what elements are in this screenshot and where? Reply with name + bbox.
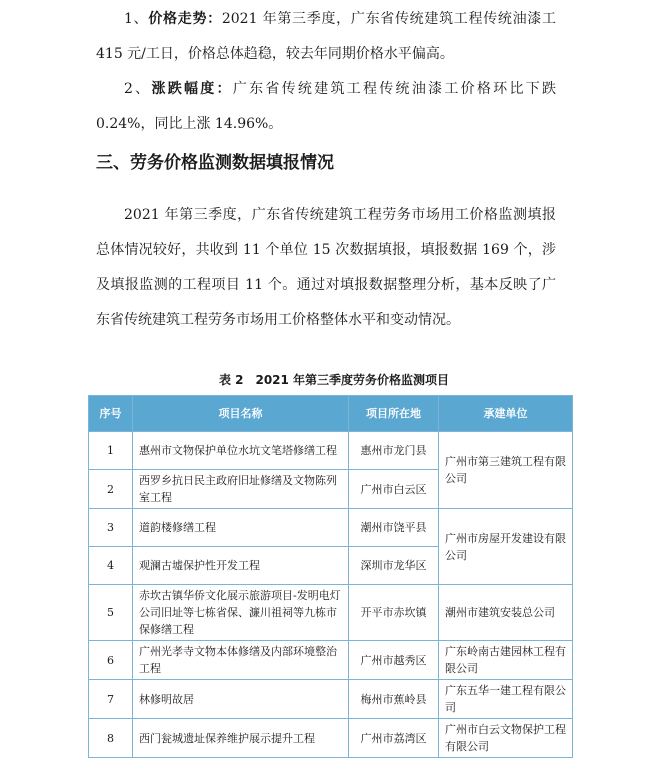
row-location: 广州市越秀区 [349, 641, 439, 680]
row-location: 惠州市龙门县 [349, 432, 439, 470]
row-seq: 6 [89, 641, 133, 680]
row-seq: 5 [89, 585, 133, 641]
row-seq: 7 [89, 680, 133, 719]
row-location: 深圳市龙华区 [349, 547, 439, 585]
row-project-name: 赤坎古镇华侨文化展示旅游项目-发明电灯公司旧址等七栋省保、濂川祖祠等九栋市保修缮工程 [133, 585, 349, 641]
row-location: 梅州市蕉岭县 [349, 680, 439, 719]
header-seq: 序号 [89, 396, 133, 432]
price-trend-text: 2021 年第三季度，广东省传统建筑工程传统油漆工 415 元/工日，价格总体趋稳，较去年同期价格水平偏高。 [96, 11, 557, 62]
row-seq: 2 [89, 470, 133, 509]
row-location: 广州市白云区 [349, 470, 439, 509]
fluctuation-lead: 2、 [124, 81, 152, 97]
row-seq: 3 [89, 509, 133, 547]
row-project-name: 惠州市文物保护单位水坑文笔塔修缮工程 [133, 432, 349, 470]
row-seq: 4 [89, 547, 133, 585]
header-name: 项目名称 [133, 396, 349, 432]
price-trend-lead: 1、 [124, 11, 149, 27]
row-project-name: 西罗乡抗日民主政府旧址修缮及文物陈列室工程 [133, 470, 349, 509]
row-project-name: 西门瓮城遗址保养维护展示提升工程 [133, 719, 349, 758]
row-contractor: 广东岭南古建园林工程有限公司 [439, 641, 573, 680]
row-contractor: 广东五华一建工程有限公司 [439, 680, 573, 719]
price-trend-term: 价格走势： [148, 11, 222, 27]
table-row [89, 509, 573, 547]
row-project-name: 林修明故居 [133, 680, 349, 719]
row-project-name: 道韵楼修缮工程 [133, 509, 349, 547]
table-row [89, 432, 573, 470]
monitoring-projects-table [88, 395, 573, 758]
row-contractor: 广州市房屋开发建设有限公司 [439, 509, 573, 585]
row-location: 潮州市饶平县 [349, 509, 439, 547]
row-contractor: 广州市第三建筑工程有限公司 [439, 432, 573, 509]
row-location: 开平市赤坎镇 [349, 585, 439, 641]
table-header-row [89, 396, 573, 432]
row-location: 广州市荔湾区 [349, 719, 439, 758]
row-seq: 8 [89, 719, 133, 758]
section-heading: 三、劳务价格监测数据填报情况 [96, 153, 334, 173]
table-row [89, 641, 573, 680]
row-project-name: 广州光孝寺文物本体修缮及内部环境整治工程 [133, 641, 349, 680]
row-project-name: 观澜古墟保护性开发工程 [133, 547, 349, 585]
price-trend-paragraph [96, 2, 556, 72]
table-row [89, 585, 573, 641]
table-row [89, 719, 573, 758]
row-contractor: 潮州市建筑安装总公司 [439, 585, 573, 641]
fluctuation-paragraph [96, 72, 556, 142]
table-row [89, 680, 573, 719]
fluctuation-text: 广东省传统建筑工程传统油漆工价格环比下跌 0.24%，同比上涨 14.96%。 [96, 81, 556, 132]
header-location: 项目所在地 [349, 396, 439, 432]
header-contractor: 承建单位 [439, 396, 573, 432]
row-seq: 1 [89, 432, 133, 470]
table-caption: 表 2 2021 年第三季度劳务价格监测项目 [218, 373, 450, 387]
row-contractor: 广州市白云文物保护工程有限公司 [439, 719, 573, 758]
fluctuation-term: 涨跌幅度： [151, 81, 233, 97]
summary-paragraph: 2021 年第三季度，广东省传统建筑工程劳务市场用工价格监测填报总体情况较好，共收到 11 个单位 15 次数据填报，填报数据 169 个，涉及填报监测的工程项目 11 个。通过对填报数据整理分析，基本反映了广东省传统建筑工程劳务市场用工价格整体水平和变动情况。 [96, 207, 556, 328]
